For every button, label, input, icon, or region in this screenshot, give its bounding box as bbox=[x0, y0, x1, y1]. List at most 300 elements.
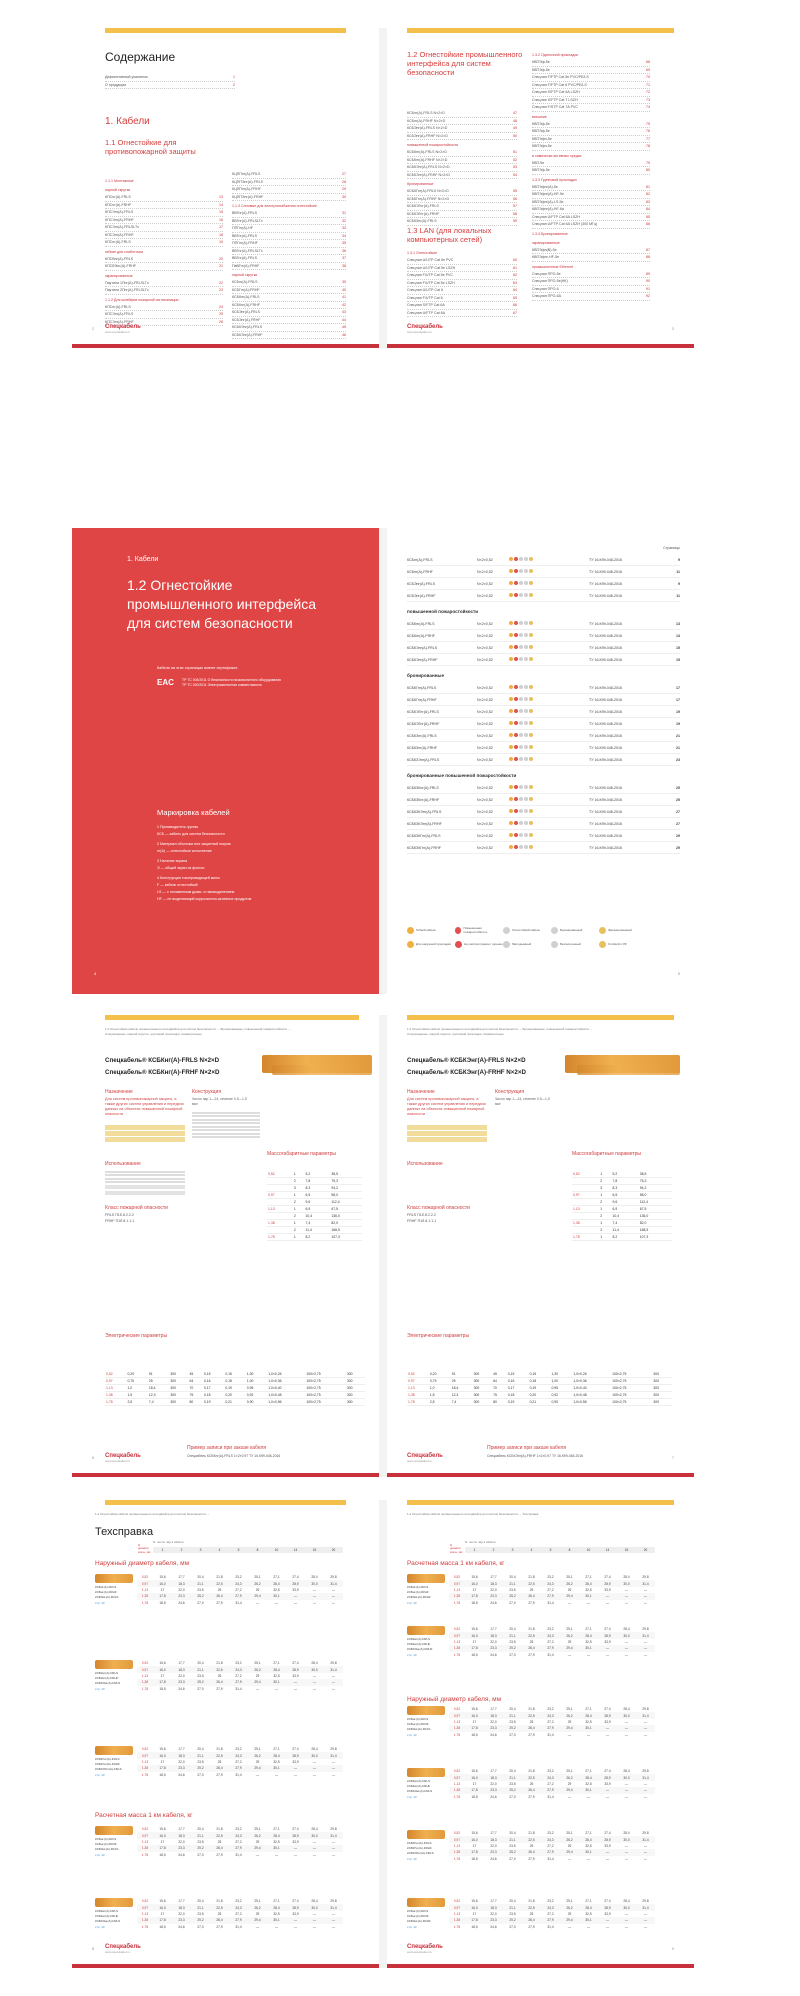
toc-row[interactable]: Спецлан S/FTP Cat 6A LSZH 72 bbox=[532, 89, 650, 97]
usage-lines bbox=[105, 1169, 185, 1197]
toc-row[interactable]: КСБКЭнг(А)-FRHF N×2×D 54 bbox=[407, 172, 517, 180]
product-name: КСБКЭГнг(А)-FRLS bbox=[407, 709, 439, 714]
grid-cell: 29,8 bbox=[330, 1827, 337, 1832]
pairs-header: N, число пар в кабеле bbox=[153, 1540, 184, 1544]
toc-row[interactable]: ПвВГнг(А)-FRHF 38 bbox=[232, 263, 346, 271]
grid-cell: 28,4 bbox=[623, 1899, 630, 1904]
fire-class-1: FRLS П1б.8.2.2.2 bbox=[407, 1213, 436, 1217]
grid-cell: — bbox=[255, 1852, 260, 1857]
toc-row[interactable]: КСБнг(А)-FRLS 39 bbox=[232, 279, 346, 287]
index-row[interactable] bbox=[407, 818, 680, 830]
index-row[interactable] bbox=[407, 842, 680, 854]
grid-cell: 0,97 bbox=[449, 1836, 465, 1842]
feature-icon bbox=[519, 845, 523, 849]
grid-cell: 24,6 bbox=[490, 1856, 497, 1861]
toc-row[interactable]: КПСВнг(А)-FRLS 20 bbox=[105, 256, 223, 264]
cable-label: КСБнг(А)-FRLS bbox=[407, 1585, 429, 1589]
toc-row[interactable]: КСБКЭнг(А)-FRHF 46 bbox=[232, 332, 346, 340]
toc-row[interactable]: Спецлан U/UTP Cat 5e PVC 60 bbox=[407, 257, 517, 265]
table-cell: 0,97 bbox=[105, 1378, 126, 1385]
fire-class-heading: Класс пожарной опасности bbox=[105, 1205, 168, 1211]
grid-table bbox=[137, 1660, 343, 1692]
toc-row[interactable]: КПСнг(А)-FRLS 24 bbox=[105, 304, 223, 312]
product-page: 19 bbox=[676, 721, 680, 726]
product-page: 17 bbox=[676, 697, 680, 702]
toc-row[interactable]: КСБКнг(А)-FRHF N×2×D 52 bbox=[407, 157, 517, 165]
toc-row[interactable]: Спецлан U/UTP Cat 6 64 bbox=[407, 287, 517, 295]
grid-cell: — bbox=[312, 1924, 317, 1929]
feature-icons bbox=[509, 621, 589, 626]
table-row bbox=[572, 1227, 672, 1234]
table-row bbox=[105, 1399, 365, 1406]
grid-cell: 21,1 bbox=[503, 1712, 522, 1718]
toc-row[interactable]: КЦППЭнг(А)-FRLS 28 bbox=[232, 179, 346, 187]
grid-cell: 28,4 bbox=[579, 1712, 598, 1718]
toc-row[interactable]: КВПЭф-5е 69 bbox=[532, 67, 650, 75]
toc-row[interactable]: Спецлан U/FTP Cat 6A 67 bbox=[407, 310, 517, 318]
toc-row[interactable]: КВПЭф-5е 76 bbox=[532, 128, 650, 136]
feature-icon bbox=[529, 797, 533, 801]
table-cell: 1 bbox=[293, 1234, 305, 1241]
toc-row[interactable]: КВПЭфп-5е 77 bbox=[532, 136, 650, 144]
grid-cell: 0,97 bbox=[449, 1712, 465, 1718]
grid-cell: — bbox=[624, 1911, 629, 1916]
toc-row[interactable]: Спецлан F/UTP Cat 5e LSZH 63 bbox=[407, 280, 517, 288]
toc-row[interactable]: КВПЭфп-5е 78 bbox=[532, 143, 650, 151]
toc-row[interactable]: Спецлан S/FTP Cat 7 LSZH 73 bbox=[532, 97, 650, 105]
index-row[interactable] bbox=[407, 590, 680, 602]
toc-right-col bbox=[232, 171, 346, 339]
section-cover-title: 1.2 Огнестойкие промышленного интерфейса для систем безопасности bbox=[127, 577, 317, 631]
grid-cell: 29 bbox=[255, 1759, 260, 1764]
index-row[interactable] bbox=[407, 806, 680, 818]
index-group-title: повышенной пожаростойкости bbox=[407, 609, 479, 614]
toc-row[interactable]: КПСЭнг(А)-FRLSLTx 17 bbox=[105, 224, 223, 232]
feature-icon bbox=[529, 757, 533, 761]
product-page: 21 bbox=[676, 745, 680, 750]
index-row[interactable] bbox=[407, 618, 680, 630]
grid-cell: 1,13 bbox=[141, 1587, 149, 1592]
toc-row[interactable]: КПСЭнг(А)-FRLS 25 bbox=[105, 311, 223, 319]
toc-row[interactable]: КЦППнг(А)-FRLS 27 bbox=[232, 171, 346, 179]
grid-cell: 27,1 bbox=[273, 1575, 280, 1580]
index-row[interactable] bbox=[407, 642, 680, 654]
grid-cell: 26,2 bbox=[248, 1752, 267, 1758]
toc-row[interactable]: КСБЭнг(А)-FRHF 44 bbox=[232, 317, 346, 325]
legend-icon bbox=[599, 941, 606, 948]
index-row[interactable] bbox=[407, 694, 680, 706]
toc-row[interactable]: ВВГнг(А)-FRLS 37 bbox=[232, 255, 346, 263]
grid-cell: 27,9 bbox=[541, 1917, 560, 1923]
table-cell: 75,3 bbox=[639, 1178, 672, 1185]
grid-cell: 26,2 bbox=[560, 1904, 579, 1910]
toc-row[interactable]: КВПЭф-5е 68 bbox=[532, 59, 650, 67]
index-row[interactable] bbox=[407, 706, 680, 718]
toc-row[interactable]: КЦППЭнг(А)-FRHF 30 bbox=[232, 194, 346, 202]
product-tu: ТУ 16.К99-048-2016 bbox=[589, 809, 622, 814]
feature-icon bbox=[524, 809, 528, 813]
table-cell: 300 bbox=[473, 1392, 492, 1399]
grid-cell: — bbox=[605, 1600, 610, 1605]
table-cell: 300 bbox=[346, 1371, 365, 1378]
feature-icons bbox=[509, 785, 589, 790]
toc-row[interactable]: КВПЭфнг(А)-HF-5е 82 bbox=[532, 191, 650, 199]
toc-row[interactable]: ВВГнг(А)-FRLSLTx 36 bbox=[232, 248, 346, 256]
brand-logo: Спецкабель www.spetskabel.ru bbox=[407, 324, 443, 334]
toc-row[interactable]: Спецлан F/UTP Cat 6 65 bbox=[407, 295, 517, 303]
table-cell: 0,17 bbox=[203, 1385, 224, 1392]
grid-cell: 27,1 bbox=[273, 1661, 280, 1666]
grid-cell: — bbox=[624, 1587, 629, 1592]
toc-row[interactable]: КСБКЭнг(А)-FRLS 45 bbox=[232, 324, 346, 332]
legend-icon bbox=[503, 941, 510, 948]
pair-count: 14 bbox=[293, 1548, 298, 1552]
toc-row[interactable]: КСБЭнг(А)-FRHF N×2×D 50 bbox=[407, 133, 517, 141]
grid-cell: 1,38 bbox=[449, 1593, 465, 1599]
brand-logo: Спецкабель www.spetskabel.ru bbox=[407, 1453, 443, 1463]
index-row[interactable] bbox=[407, 794, 680, 806]
grid-cell: 25,2 bbox=[503, 1917, 522, 1923]
product-page: 23 bbox=[676, 757, 680, 762]
product-name: КСБЭнг(А)-FRLS bbox=[407, 581, 436, 586]
product-page: 27 bbox=[676, 821, 680, 826]
table-cell: 0,16 bbox=[507, 1378, 529, 1385]
feature-icon bbox=[509, 709, 513, 713]
feature-icon bbox=[514, 745, 518, 749]
toc-row[interactable]: Спецлан F/FTP Cat 6 PVC/PE/LS 71 bbox=[532, 82, 650, 90]
table-cell: 1,00 bbox=[246, 1378, 267, 1385]
table-cell: 300 bbox=[346, 1378, 365, 1385]
grid-cell: — bbox=[643, 1843, 648, 1848]
feature-icon bbox=[519, 809, 523, 813]
pair-count: 16 bbox=[624, 1548, 629, 1552]
product-spec: N×2×0,52 bbox=[477, 685, 493, 690]
table-cell: 112,4 bbox=[330, 1199, 362, 1206]
tag-bar bbox=[105, 1125, 185, 1130]
grid-cell: 1,78 bbox=[453, 1924, 461, 1929]
product-name: КСБКнг(А)-FRLS bbox=[407, 621, 435, 626]
toc-row[interactable]: Паутина 2Пнг(А)-FRLSLTx 23 bbox=[105, 287, 223, 295]
grid-cell: 33,9 bbox=[292, 1759, 299, 1764]
toc-row[interactable]: КВПЭфнг(А)-LS-5е 83 bbox=[532, 199, 650, 207]
toc-row[interactable]: КПСВЭнг(А)-FRHF 21 bbox=[105, 263, 223, 271]
order-title: Пример записи при заказе кабеля bbox=[487, 1445, 567, 1451]
toc-row[interactable]: КСБЭнг(А)-FRLS 43 bbox=[232, 309, 346, 317]
toc-row[interactable]: Спецлан U/FTP Cat 6A LSZH (300 МГц) 86 bbox=[532, 221, 650, 229]
breadcrumb: 1.2 Огнестойкие кабели промышленного интерфейса для систем безопасности → bbox=[95, 1512, 210, 1516]
index-row[interactable] bbox=[407, 754, 680, 766]
product-page: 13 bbox=[676, 621, 680, 626]
index-row[interactable] bbox=[407, 682, 680, 694]
toc-row[interactable]: Спецлан S/FTP Cat 6A 66 bbox=[407, 302, 517, 310]
feature-icon bbox=[514, 821, 518, 825]
toc-row[interactable]: КПСЭнг(А)-FRHF 26 bbox=[105, 319, 223, 327]
table-cell: 100×2,75 bbox=[305, 1378, 345, 1385]
table-cell: 2 bbox=[599, 1227, 611, 1234]
table-cell: 0,95 bbox=[246, 1385, 267, 1392]
toc-row[interactable]: КВПЭфнг-HF-5е 88 bbox=[532, 254, 650, 262]
legend-icon bbox=[455, 941, 462, 948]
purpose-heading: Назначение bbox=[407, 1089, 435, 1095]
tech-page-left bbox=[72, 1500, 379, 1968]
toc-row[interactable]: ВВГнг(А)-FRLS 31 bbox=[232, 210, 346, 218]
table-cell: 1,13 bbox=[105, 1385, 126, 1392]
section-title-lan: 1.3 LAN (для локальных компьютерных сетей) bbox=[407, 226, 492, 244]
index-row[interactable] bbox=[407, 718, 680, 730]
toc-row[interactable]: Спецлан ПРО-6А 92 bbox=[532, 293, 650, 301]
grid-cell: 27,4 bbox=[292, 1747, 299, 1752]
table-cell: 1,0×0,48 bbox=[267, 1392, 305, 1399]
grid-cell: 31,4 bbox=[324, 1666, 343, 1672]
grid-cell: 1,38 bbox=[449, 1725, 465, 1731]
toc-row[interactable]: ППГнг(А)-HF 33 bbox=[232, 225, 346, 233]
spread-tech-reference bbox=[72, 1500, 694, 1968]
cable-label: КСБКнг(А)-FRHF bbox=[407, 1642, 431, 1646]
table-cell: 1 bbox=[293, 1220, 305, 1227]
top-accent-bar bbox=[105, 28, 346, 33]
toc-row[interactable]: КСБКГнг(А)-FRLS N×2×D 55 bbox=[407, 188, 517, 196]
index-row[interactable] bbox=[407, 742, 680, 754]
index-row[interactable] bbox=[407, 630, 680, 642]
pair-count: 20 bbox=[331, 1548, 336, 1552]
grid-cell: 32,5 bbox=[585, 1843, 592, 1848]
toc-row[interactable]: КСБКЭГнг(А)-FRHF 58 bbox=[407, 211, 517, 219]
cable-label: КСБКнг(А)-FRLS bbox=[407, 1637, 431, 1641]
product-name: КСБКЗКГнг(А)-FRHF bbox=[407, 845, 441, 850]
table-row bbox=[267, 1213, 362, 1220]
product-spec: N×2×0,52 bbox=[477, 721, 493, 726]
table-cell: 82,0 bbox=[639, 1220, 672, 1227]
toc-row[interactable]: КСБЭнг(А)-FRLS N×2×D 49 bbox=[407, 125, 517, 133]
toc-category: парной скрутки bbox=[232, 273, 258, 277]
toc-row[interactable]: КВПЭф-5е 80 bbox=[532, 167, 650, 175]
toc-col-2 bbox=[532, 50, 650, 301]
table-cell: 0,15 bbox=[224, 1371, 245, 1378]
toc-row[interactable]: КСБГнг(А)-FRHF 40 bbox=[232, 287, 346, 295]
grid-cell: 26,4 bbox=[210, 1679, 229, 1685]
feature-icons bbox=[509, 557, 589, 562]
cable-image bbox=[577, 1065, 680, 1075]
product-spec: N×2×0,52 bbox=[477, 845, 493, 850]
toc-row[interactable]: Паутина 1Пнг(А)-FRLSLTx 22 bbox=[105, 280, 223, 288]
index-row[interactable] bbox=[407, 554, 680, 566]
table-cell: 0,75 bbox=[429, 1378, 451, 1385]
index-row[interactable] bbox=[407, 578, 680, 590]
product-page-left bbox=[72, 1015, 379, 1477]
feature-icon bbox=[524, 621, 528, 625]
toc-row[interactable]: КСБКЗнг(А)-FRLS 59 bbox=[407, 218, 517, 226]
feature-icon bbox=[519, 797, 523, 801]
grid-cell: — bbox=[617, 1849, 636, 1855]
grid-cell: 24,3 bbox=[229, 1580, 248, 1586]
toc-row[interactable]: Дефинитивный указатель 1 bbox=[105, 74, 235, 82]
toc-row[interactable]: О продукции 2 bbox=[105, 82, 235, 90]
grid-cell: — bbox=[586, 1794, 591, 1799]
construction-heading: Конструкция bbox=[495, 1089, 525, 1095]
toc-row[interactable]: Спецлан F/STP Cat 7A PVC 74 bbox=[532, 104, 650, 112]
contents-title: Содержание bbox=[105, 50, 176, 64]
feature-icon bbox=[519, 697, 523, 701]
toc-row[interactable]: КВПЭфнг(А)-5е 81 bbox=[532, 184, 650, 192]
table-cell: 0,21 bbox=[529, 1399, 551, 1406]
feature-icon bbox=[529, 645, 533, 649]
toc-row[interactable]: Спецлан ПРО-5е 89 bbox=[532, 271, 650, 279]
grid-cell: — bbox=[624, 1924, 629, 1929]
feature-icon bbox=[514, 757, 518, 761]
toc-row[interactable]: КПСЭнг(А)-FRHF 16 bbox=[105, 217, 223, 225]
index-row[interactable] bbox=[407, 830, 680, 842]
toc-row[interactable]: Спецлан U/FTP Cat 6A LSZH 85 bbox=[532, 214, 650, 222]
toc-row[interactable]: КСБКЭнг(А)-FRLS N×2×D 53 bbox=[407, 164, 517, 172]
grid-cell: 22,0 bbox=[490, 1781, 497, 1786]
pair-count: 5 bbox=[549, 1548, 552, 1552]
grid-cell: 27,2 bbox=[235, 1759, 242, 1764]
feature-icons bbox=[509, 697, 589, 702]
toc-row[interactable]: Спецлан F/FTP Cat 5e PVC/PE/LS 70 bbox=[532, 74, 650, 82]
legend-icon bbox=[599, 927, 606, 934]
toc-row[interactable]: КПСЭнг(А)-FRLS 15 bbox=[105, 209, 223, 217]
toc-row[interactable]: Спецлан ПРО-6 91 bbox=[532, 286, 650, 294]
grid-cell: 15,6 bbox=[159, 1827, 166, 1832]
legend-icon bbox=[551, 927, 558, 934]
grid-cell: — bbox=[312, 1759, 317, 1764]
grid-cell: 1,38 bbox=[137, 1917, 153, 1923]
toc-category: повышенной пожаростойкости bbox=[407, 143, 459, 147]
grid-cell: 23,5 bbox=[197, 1911, 204, 1916]
grid-cell: 25,1 bbox=[254, 1747, 261, 1752]
product-name: КСБнг(А)-FRHF bbox=[407, 569, 433, 574]
toc-row[interactable]: КПСнг(А)-FRLS 19 bbox=[105, 239, 223, 247]
index-row[interactable] bbox=[407, 654, 680, 666]
table-cell: 300 bbox=[652, 1371, 672, 1378]
index-row[interactable] bbox=[407, 782, 680, 794]
toc-row[interactable]: Спецлан F/UTP Cat 5e PVC 62 bbox=[407, 272, 517, 280]
spread-contents bbox=[72, 28, 694, 348]
toc-row[interactable]: КСБКнг(А)-FRLS N×2×D 51 bbox=[407, 149, 517, 157]
product-name: КСБКЗЭнг(А)-FRLS bbox=[407, 757, 440, 762]
grid-cell: 30,1 bbox=[579, 1787, 598, 1793]
cable-label: КСБКнг(А)-FRLS bbox=[95, 1909, 119, 1913]
grid-cell: 31,4 bbox=[235, 1686, 242, 1691]
grid-cell: 29,8 bbox=[642, 1899, 649, 1904]
grid-row bbox=[137, 1772, 343, 1778]
toc-row[interactable]: КСБнг(А)-FRHF N×2×D 48 bbox=[407, 118, 517, 126]
product-tu: ТУ 16.К99-048-2016 bbox=[589, 685, 622, 690]
grid-cell: 27,4 bbox=[292, 1661, 299, 1666]
grid-cell: 27,9 bbox=[229, 1765, 248, 1771]
toc-row[interactable]: КПСнг(А)-FRLS 13 bbox=[105, 194, 223, 202]
grid-cell: 23,2 bbox=[235, 1899, 242, 1904]
elec-params-table bbox=[407, 1371, 672, 1406]
toc-row[interactable]: КВПЭфнг(А)-HF-6а 84 bbox=[532, 206, 650, 214]
toc-row[interactable]: КПСнг(А)-FRHF 14 bbox=[105, 202, 223, 210]
table-cell: 100×2,75 bbox=[611, 1378, 652, 1385]
product-name: КСБКЭнг(А)-FRHF bbox=[407, 657, 438, 662]
table-cell: 6,5 bbox=[305, 1192, 331, 1199]
toc-row[interactable]: КСБКнг(А)-FRLS 41 bbox=[232, 294, 346, 302]
grid-cell: 1,13 bbox=[141, 1759, 149, 1764]
grid-cell: 17,7 bbox=[490, 1831, 497, 1836]
grid-cell: 18,3 bbox=[172, 1666, 191, 1672]
grid-cell: 18,3 bbox=[484, 1774, 503, 1780]
toc-row[interactable]: КВП-5е 79 bbox=[532, 160, 650, 168]
grid-cell: 1,13 bbox=[141, 1839, 149, 1844]
toc-row[interactable]: КВПЭф-5е 75 bbox=[532, 121, 650, 129]
table-cell: 136,0 bbox=[330, 1213, 362, 1220]
feature-icon bbox=[509, 833, 513, 837]
index-row[interactable] bbox=[407, 730, 680, 742]
grid-cell: 25 bbox=[217, 1911, 222, 1916]
toc-row[interactable]: КСБКЭГнг(А)-FRLS 57 bbox=[407, 203, 517, 211]
cable-label: КСБнг(А)-FRLS bbox=[407, 1717, 429, 1721]
spread-product-detail bbox=[72, 1015, 694, 1477]
grid-cell: 25,1 bbox=[254, 1575, 261, 1580]
brand-logo: Спецкабель www.spetskabel.ru bbox=[407, 1944, 443, 1954]
feature-icon bbox=[529, 621, 533, 625]
toc-row[interactable]: ВВГнг(А)-FRLSLTx 32 bbox=[232, 218, 346, 226]
grid-cell: 23,5 bbox=[509, 1843, 516, 1848]
grid-cell: — bbox=[636, 1593, 655, 1599]
grid-cell: — bbox=[617, 1725, 636, 1731]
grid-cell: 23,2 bbox=[547, 1575, 554, 1580]
table-cell: 1,30 bbox=[246, 1371, 267, 1378]
grid-cell: — bbox=[324, 1845, 343, 1851]
table-cell: 12,3 bbox=[451, 1392, 473, 1399]
grid-cell: — bbox=[636, 1787, 655, 1793]
cable-label: КСБнг(А)-FRHF bbox=[95, 1590, 117, 1594]
footer-bar bbox=[72, 344, 379, 348]
toc-row[interactable]: КСБКГнг(А)-FRHF N×2×D 56 bbox=[407, 196, 517, 204]
usage-heading: Использование bbox=[105, 1161, 141, 1167]
table-cell: 0,52 bbox=[105, 1371, 126, 1378]
product-page: 17 bbox=[676, 685, 680, 690]
grid-cell: 25 bbox=[217, 1839, 222, 1844]
grid-cell: — bbox=[331, 1600, 336, 1605]
grid-cell: 18,5 bbox=[471, 1652, 478, 1657]
feature-icon bbox=[509, 809, 513, 813]
toc-row[interactable]: КВПЭфн(В)-5е 87 bbox=[532, 247, 650, 255]
grid-cell: — bbox=[598, 1593, 617, 1599]
grid-cell: 15,6 bbox=[471, 1899, 478, 1904]
toc-row[interactable]: Спецлан U/UTP Cat 5e LSZH 61 bbox=[407, 265, 517, 273]
grid-cell: — bbox=[586, 1652, 591, 1657]
grid-cell: 27,9 bbox=[216, 1772, 223, 1777]
product-page: 29 bbox=[676, 845, 680, 850]
toc-row[interactable]: КСБКнг(А)-FRHF 42 bbox=[232, 302, 346, 310]
grid-cell: 29,8 bbox=[642, 1769, 649, 1774]
grid-cell: 29,4 bbox=[560, 1593, 579, 1599]
toc-row[interactable]: Спецлан ПРО-5е(НК) 90 bbox=[532, 278, 650, 286]
page-ref: стр. 13 bbox=[95, 1925, 105, 1929]
grid-cell: 25,2 bbox=[503, 1725, 522, 1731]
toc-row[interactable]: ВВГнг(А)-FRLS 34 bbox=[232, 233, 346, 241]
grid-cell: 26,4 bbox=[522, 1645, 541, 1651]
grid-cell: 21,8 bbox=[528, 1707, 535, 1712]
grid-cell: — bbox=[255, 1686, 260, 1691]
toc-row[interactable]: КСБнг(А)-FRLS N×2×D 47 bbox=[407, 110, 517, 118]
legend-item bbox=[407, 937, 455, 951]
feature-icon bbox=[509, 621, 513, 625]
toc-row[interactable]: ППГнг(А)-FRHF 35 bbox=[232, 240, 346, 248]
toc-row[interactable]: КПСЭнг(А)-FRHF 18 bbox=[105, 232, 223, 240]
table-cell: 1,0×0,48 bbox=[572, 1392, 611, 1399]
grid-cell: 25 bbox=[529, 1781, 534, 1786]
index-row[interactable] bbox=[407, 566, 680, 578]
grid-cell: — bbox=[293, 1600, 298, 1605]
toc-row[interactable]: КЦППнг(А)-FRHF 29 bbox=[232, 186, 346, 194]
grid-cell: 33,9 bbox=[292, 1911, 299, 1916]
order-text: Спецкабель КСБКнг(А)-FRLS 1×2×0,97 ТУ 16.К99-048-2016 bbox=[187, 1454, 281, 1458]
